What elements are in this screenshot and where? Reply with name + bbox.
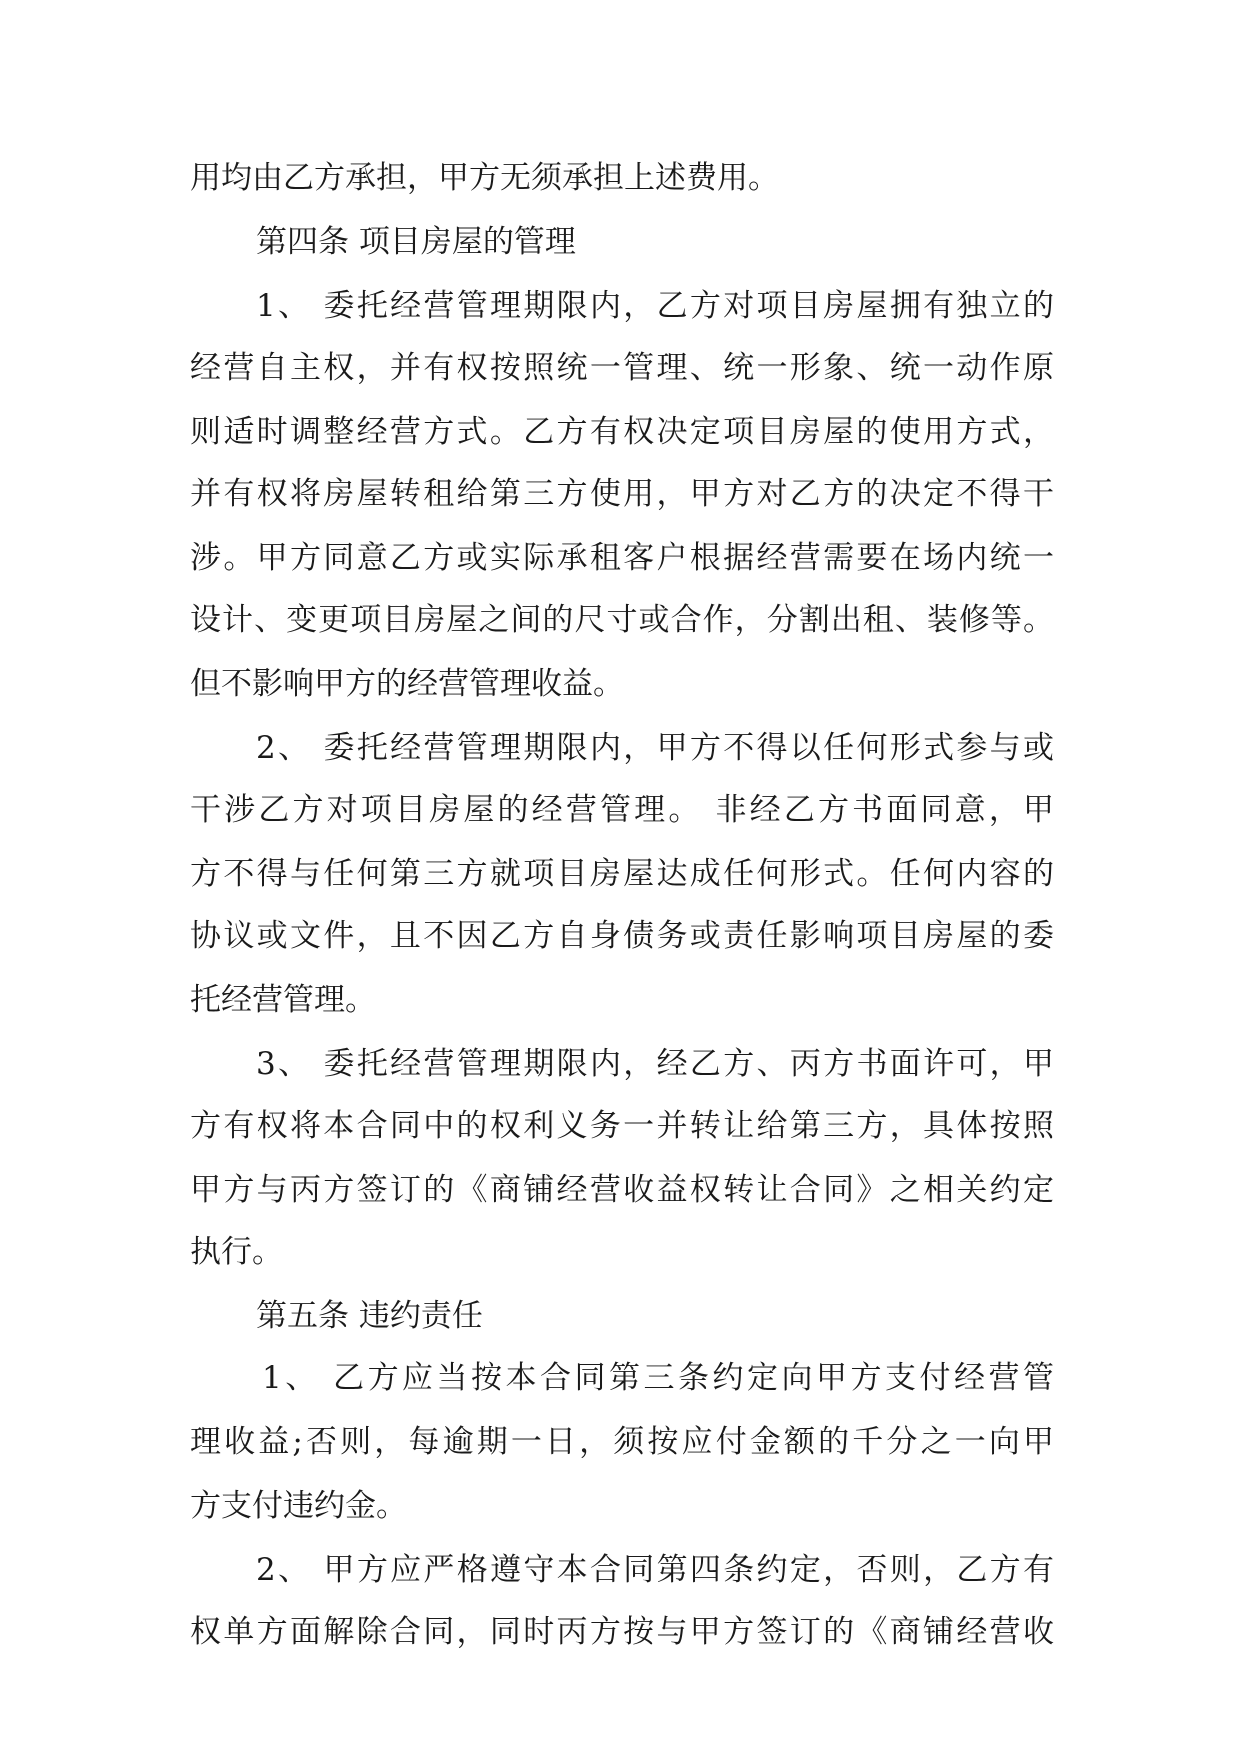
text-line: 但不影响甲方的经营管理收益。	[190, 666, 624, 702]
text-line: 涉。甲方同意乙方或实际承租客户根据经营需要在场内统一	[190, 540, 1054, 576]
text-line: 甲方与丙方签订的《商铺经营收益权转让合同》之相关约定	[190, 1172, 1054, 1208]
text-line: 方有权将本合同中的权利义务一并转让给第三方，具体按照	[190, 1108, 1054, 1144]
section-heading: 第四条 项目房屋的管理	[256, 224, 576, 260]
text-line: 则适时调整经营方式。乙方有权决定项目房屋的使用方式，	[190, 414, 1054, 450]
text-line: 并有权将房屋转租给第三方使用，甲方对乙方的决定不得干	[190, 476, 1054, 512]
text-line: 协议或文件，且不因乙方自身债务或责任影响项目房屋的委	[190, 918, 1054, 954]
text-line: 方支付违约金。	[190, 1488, 407, 1524]
text-line: 执行。	[190, 1234, 283, 1270]
text-line: 理收益;否则，每逾期一日，须按应付金额的千分之一向甲	[190, 1424, 1054, 1460]
text-line: 托经营管理。	[190, 982, 376, 1018]
text-line: 方不得与任何第三方就项目房屋达成任何形式。任何内容的	[190, 856, 1054, 892]
text-line: 用均由乙方承担，甲方无须承担上述费用。	[190, 160, 779, 196]
text-line: 权单方面解除合同，同时丙方按与甲方签订的《商铺经营收	[190, 1614, 1054, 1650]
text-line: 经营自主权，并有权按照统一管理、统一形象、统一动作原	[190, 350, 1054, 386]
text-line: 干涉乙方对项目房屋的经营管理。 非经乙方书面同意，甲	[190, 792, 1054, 828]
text-line: 1、 委托经营管理期限内，乙方对项目房屋拥有独立的	[256, 288, 1054, 324]
text-line: 设计、变更项目房屋之间的尺寸或合作，分割出租、装修等。	[190, 602, 1054, 638]
text-line: 2、 委托经营管理期限内，甲方不得以任何形式参与或	[256, 730, 1054, 766]
text-line: 2、 甲方应严格遵守本合同第四条约定，否则，乙方有	[256, 1552, 1054, 1588]
text-line: 1、 乙方应当按本合同第三条约定向甲方支付经营管	[262, 1360, 1054, 1396]
text-line: 3、 委托经营管理期限内，经乙方、丙方书面许可，甲	[256, 1046, 1054, 1082]
section-heading: 第五条 违约责任	[256, 1298, 483, 1334]
